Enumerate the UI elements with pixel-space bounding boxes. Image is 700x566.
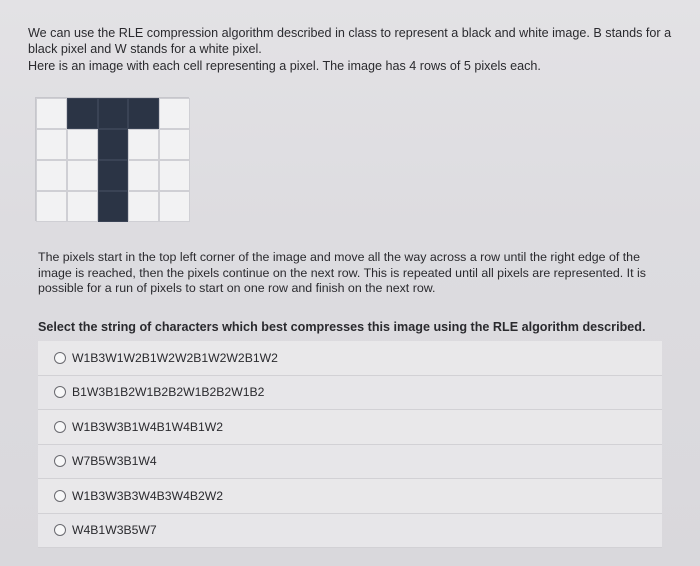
- answer-option-6[interactable]: [38, 514, 662, 549]
- white-pixel-cell: [36, 129, 67, 160]
- radio-button-icon[interactable]: [54, 490, 66, 502]
- black-pixel-cell: [67, 98, 98, 129]
- answer-options: [38, 341, 662, 548]
- white-pixel-cell: [159, 129, 190, 160]
- white-pixel-cell: [159, 191, 190, 222]
- answer-option-label: W1B3W1W2B1W2W2B1W2W2B1W2: [72, 350, 278, 365]
- black-pixel-cell: [98, 160, 129, 191]
- description-text: The pixels start in the top left corner of the image and move all the way across a row until the right edge of the image is reached, then the pixels continue on the next row. This is repeated until all pixels are represented. It is possible for a run of pixels to start on one row and finish on the next row.: [38, 250, 646, 295]
- white-pixel-cell: [128, 160, 159, 191]
- answer-option-label: W4B1W3B5W7: [72, 523, 157, 538]
- radio-button-icon[interactable]: [54, 455, 66, 467]
- answer-option-4[interactable]: [38, 445, 662, 480]
- radio-button-icon[interactable]: [54, 386, 66, 398]
- white-pixel-cell: [67, 160, 98, 191]
- white-pixel-cell: [128, 191, 159, 222]
- intro-line-2: Here is an image with each cell representing a pixel. The image has 4 rows of 5 pixels each.: [28, 59, 541, 73]
- answer-option-label: W7B5W3B1W4: [72, 454, 157, 469]
- answer-option-label: W1B3W3B3W4B3W4B2W2: [72, 488, 224, 503]
- answer-option-2[interactable]: [38, 376, 662, 411]
- answer-option-1[interactable]: [38, 341, 662, 376]
- question-prompt: Select the string of characters which best compresses this image using the RLE algorithm described.: [38, 320, 646, 334]
- intro-line-1: We can use the RLE compression algorithm described in class to represent a black and white image. B stands for a black pixel and W stands for a white pixel.: [28, 26, 672, 56]
- answer-option-label: W1B3W3B1W4B1W4B1W2: [72, 419, 224, 434]
- black-pixel-cell: [128, 98, 159, 129]
- white-pixel-cell: [36, 160, 67, 191]
- black-pixel-cell: [98, 129, 129, 160]
- answer-option-label: B1W3B1B2W1B2B2W1B2B2W1B2: [72, 385, 265, 400]
- black-pixel-cell: [98, 98, 129, 129]
- white-pixel-cell: [159, 160, 190, 191]
- radio-button-icon[interactable]: [54, 352, 66, 364]
- answer-option-3[interactable]: [38, 410, 662, 445]
- white-pixel-cell: [67, 191, 98, 222]
- white-pixel-cell: [128, 129, 159, 160]
- radio-button-icon[interactable]: [54, 421, 66, 433]
- intro-text: [28, 26, 688, 77]
- white-pixel-cell: [36, 98, 67, 129]
- radio-button-icon[interactable]: [54, 524, 66, 536]
- black-pixel-cell: [98, 191, 129, 222]
- white-pixel-cell: [36, 191, 67, 222]
- white-pixel-cell: [159, 98, 190, 129]
- pixel-image-grid: [35, 97, 189, 221]
- white-pixel-cell: [67, 129, 98, 160]
- answer-option-5[interactable]: [38, 479, 662, 514]
